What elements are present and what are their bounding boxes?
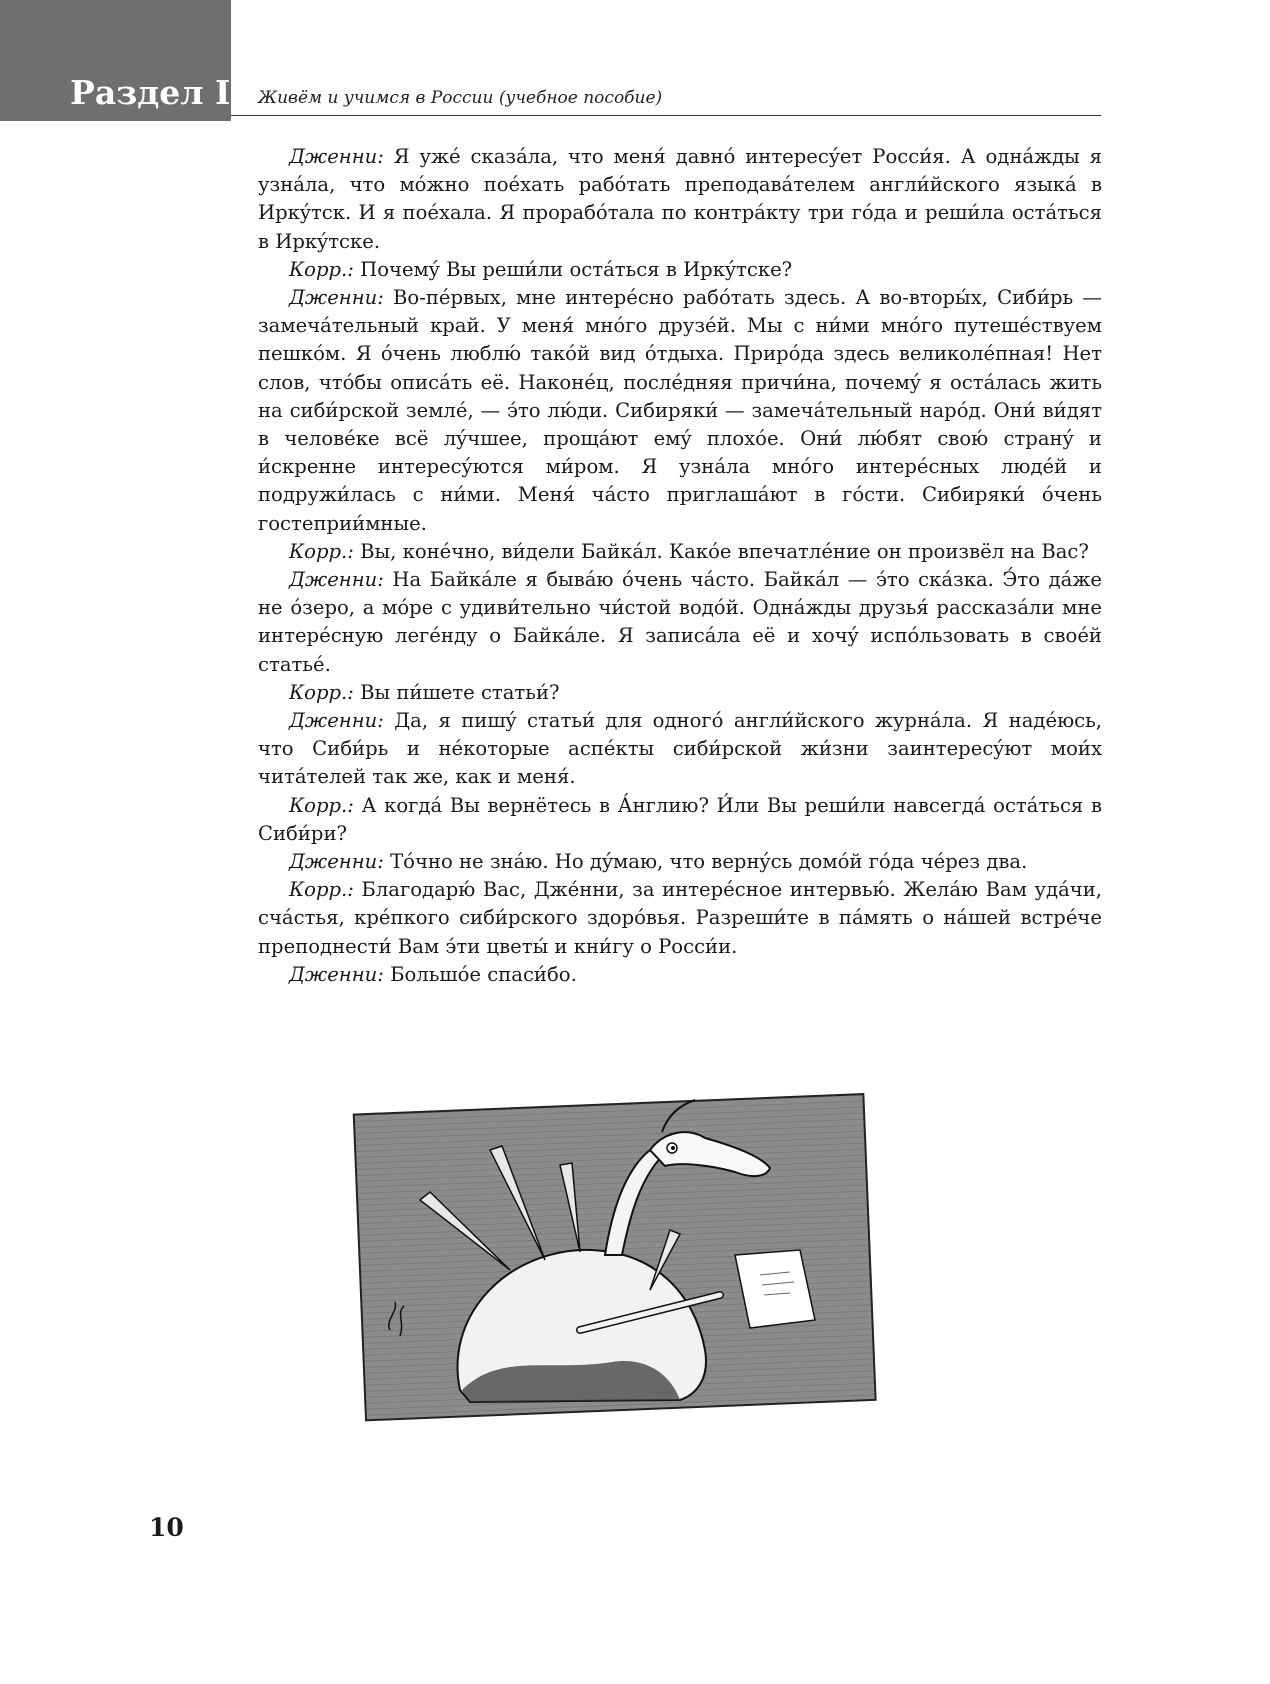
line-text: Вы пи́шете статьи́? <box>360 680 560 704</box>
dialogue-line <box>258 284 1102 538</box>
dialogue-line <box>258 961 1102 989</box>
line-text: Да, я пишý статьи́ для одногó англи́йского журнáла. Я надéюсь, что Сиби́рь и нéкоторые аспéкты сиби́рской жи́зни заинтересýют мои́х читáтелей так же, как и меня́. <box>258 709 1102 789</box>
line-text: Я ужé сказáла, что меня́ давнó интересýет Росси́я. А однáжды я узнáла, что мóжно поéхать рабóтать преподавáтелем англи́йского языкá в Иркýтск. И я поéхала. Я прорабóтала по контрáкту три гóда и реши́ла остáться в Иркýтске. <box>258 145 1103 253</box>
paper <box>735 1250 815 1328</box>
dialogue-line <box>258 143 1102 256</box>
dialogue-line <box>258 792 1102 848</box>
speaker-name: Корр.: <box>289 793 354 817</box>
cartoon-illustration <box>350 1090 890 1440</box>
line-text: Во-пéрвых, мне интерéсно рабóтать здесь. А во-вторы́х, Сиби́рь — замечáтельный край. У меня́ мнóго друзéй. Мы с ни́ми мнóго путешéствуем пешкóм. Я óчень люблю́ такóй вид óтдыха. Прирóда здесь великолéпная! Нет слов, чтóбы описáть её. Наконéц, послéдняя причи́на, почемý я остáлась жить на сиби́рской землé, — э́то лю́ди. Сибиряки́ — замечáтельный нарóд. Они́ ви́дят в человéке всё лýчшее, прощáют емý плохóе. Они́ лю́бят свою́ странý и и́скренне интересýются ми́ром. Я узнáла мнóго интерéсных людéй и подружи́лась с ни́ми. Меня́ чáсто приглашáют в гóсти. Сибиряки́ óчень гостеприи́мные. <box>258 286 1102 535</box>
line-text: Большóе спаси́бо. <box>390 962 577 986</box>
dialogue-line <box>258 876 1102 961</box>
page-number: 10 <box>149 1513 184 1542</box>
speaker-name: Дженни: <box>289 286 384 310</box>
dialogue-line <box>258 707 1102 792</box>
line-text: А когдá Вы вернётесь в А́нглию? И́ли Вы реши́ли навсегдá остáться в Сиби́ри? <box>258 793 1102 845</box>
line-text: Почемý Вы реши́ли остáться в Иркýтске? <box>360 257 793 281</box>
speaker-name: Дженни: <box>289 962 384 986</box>
line-text: Вы, конéчно, ви́дели Байкáл. Какóе впечатлéние он произвёл на Вас? <box>360 539 1089 563</box>
speaker-name: Корр.: <box>289 539 354 563</box>
speaker-name: Дженни: <box>289 850 384 874</box>
line-text: На Байкáле я бывáю óчень чáсто. Байкáл — э́то скáзка. Э́то дáже не óзеро, а мóре с удиви́тельно чи́стой водóй. Однáжды друзья́ рассказáли мне интерéсную легéнду о Байкáле. Я записáла её и хочý испóльзовать в своéй статьé. <box>258 568 1102 676</box>
dialogue-line <box>258 679 1102 707</box>
speaker-name: Дженни: <box>289 568 384 592</box>
speaker-name: Корр.: <box>289 878 354 902</box>
line-text: Тóчно не знáю. Но дýмаю, что вернýсь домóй гóда чéрез два. <box>390 850 1028 874</box>
dialogue-text <box>258 143 1102 989</box>
dialogue-line <box>258 848 1102 876</box>
section-tab <box>0 0 231 121</box>
speaker-name: Корр.: <box>289 257 354 281</box>
section-label: Раздел I <box>70 73 231 112</box>
header-rule <box>231 115 1101 116</box>
running-title: Живём и учимся в России (учебное пособие) <box>258 88 663 108</box>
speaker-name: Дженни: <box>289 709 384 733</box>
dialogue-line <box>258 256 1102 284</box>
line-text: Благодарю́ Вас, Дже́нни, за интерéсное интервью́. Желáю Вам удáчи, счáстья, крéпкого сиби́рского здорóвья. Разреши́те в пáмять о нáшей встрéче преподнести́ Вам э́ти цветы́ и кни́гу о Росси́и. <box>258 878 1102 958</box>
dialogue-line <box>258 566 1102 679</box>
speaker-name: Корр.: <box>289 680 354 704</box>
speaker-name: Дженни: <box>289 145 384 168</box>
dialogue-line <box>258 538 1102 566</box>
